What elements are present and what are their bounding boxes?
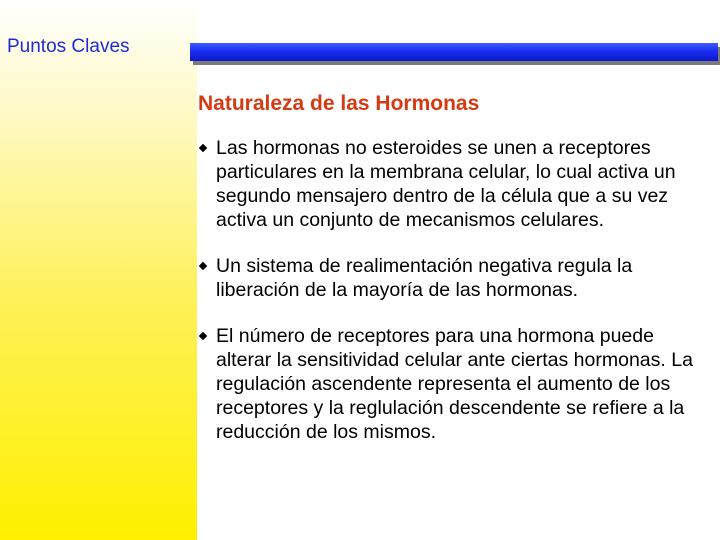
- diamond-bullet-icon: [199, 144, 207, 152]
- side-gradient-panel: [0, 0, 197, 540]
- header-bar: [190, 43, 720, 65]
- bullet-text: Las hormonas no esteroides se unen a receptores particulares en la membrana celular, lo cual activa un segundo mensajero dentro de la célula que a su vez activa un conjunto de mecanismos celulares.: [216, 137, 676, 231]
- bullet-text: Un sistema de realimentación negativa regula la liberación de la mayoría de las hormonas.: [216, 255, 633, 301]
- bullet-list: [198, 136, 713, 466]
- bullet-item: [198, 324, 713, 444]
- header-bar-fill: [190, 43, 718, 61]
- header-title: Puntos Claves: [7, 36, 130, 57]
- diamond-bullet-icon: [199, 332, 207, 340]
- bullet-text: El número de receptores para una hormona puede alterar la sensitividad celular ante ciertas hormonas. La regulación ascendente representa el aumento de los receptores y la reglulación descendente se refiere a la reducción de los mismos.: [216, 325, 693, 443]
- section-title: Naturaleza de las Hormonas: [198, 92, 480, 115]
- bullet-item: [198, 136, 713, 232]
- bullet-item: [198, 254, 713, 302]
- diamond-bullet-icon: [199, 262, 207, 270]
